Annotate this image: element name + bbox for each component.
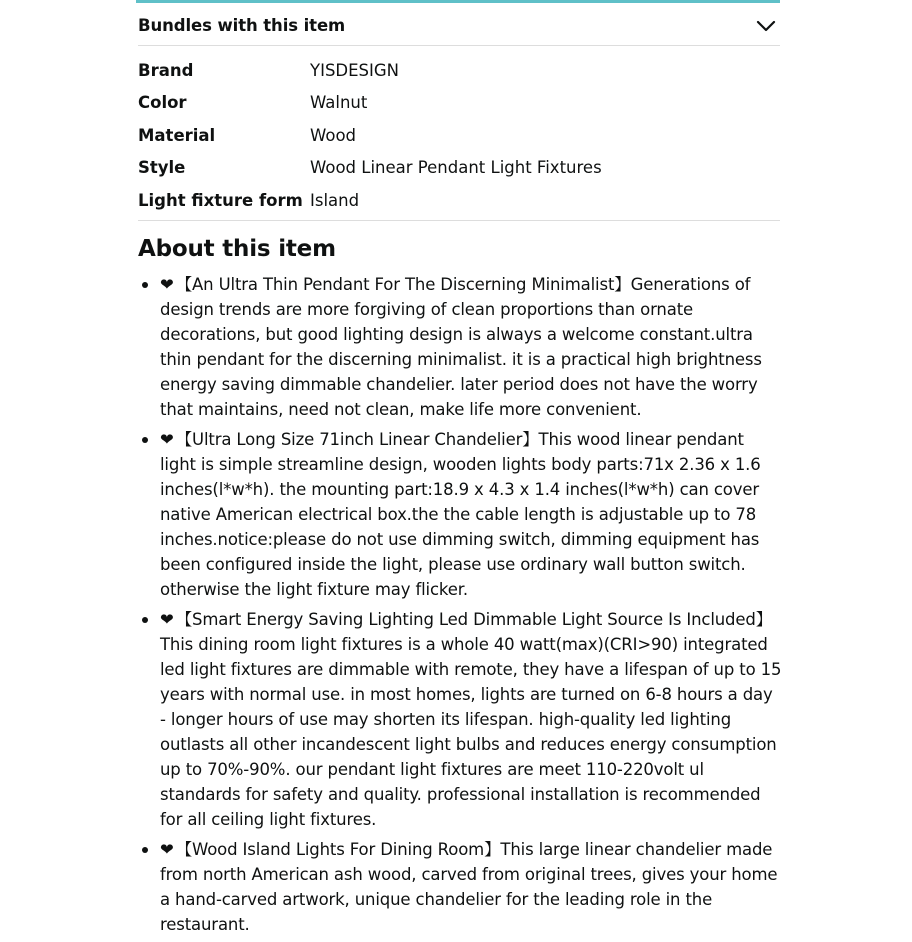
bullet-text: 【Smart Energy Saving Lighting Led Dimmable Light Source Is Included】This dining room light fixtures is a whole 40 watt(max)(CRI>90) integrated led light fixtures are dimmable with remote, they have a lifespan of up to 15 years with normal use. in most homes, lights are turned on 6-8 hours a day - longer hours of use may shorten its lifespan. high-quality led lighting outlasts all other incandescent light bulbs and reduces energy consumption up to 70%-90%. our pendant light fixtures are meet 110-220volt ul standards for safety and quality. professional installation is recommended for all ceiling light fixtures. (160, 610, 782, 829)
spec-row-light-fixture-form (138, 184, 780, 217)
spec-value: Wood Linear Pendant Light Fixtures (310, 158, 602, 178)
bundles-expander[interactable] (138, 6, 780, 46)
spec-row-style (138, 152, 780, 185)
spec-key: Light fixture form (138, 190, 303, 210)
heart-icon: ❤ (160, 430, 174, 449)
product-specs-table (138, 54, 780, 217)
spec-key: Material (138, 125, 216, 145)
list-item (138, 607, 783, 832)
spec-row-color (138, 87, 780, 120)
bullet-text: 【Wood Island Lights For Dining Room】This large linear chandelier made from north American ash wood, carved from original trees, gives your home a hand-carved artwork, unique chandelier for the leading role in the restaurant. (160, 840, 778, 934)
spec-row-brand (138, 54, 780, 87)
spec-value: Island (310, 190, 360, 210)
heart-icon: ❤ (160, 610, 174, 629)
about-title: About this item (138, 236, 336, 262)
chevron-down-icon[interactable] (754, 14, 778, 38)
about-bullets (138, 272, 783, 942)
bullet-dot (142, 617, 148, 623)
heart-icon: ❤ (160, 275, 174, 294)
list-item (138, 427, 783, 602)
bullet-text: 【Ultra Long Size 71inch Linear Chandelier】This wood linear pendant light is simple streamline design, wooden lights body parts:71x 2.36 x 1.6 inches(l*w*h). the mounting part:18.9 x 4.3 x 1.4 inches(l*w*h) can cover native American electrical box.the the cable length is adjustable up to 78 inches.notice:please do not use dimming switch, dimming equipment has been configured inside the light, please use ordinary wall button switch. otherwise the light fixture may flicker. (160, 430, 761, 599)
bullet-dot (142, 847, 148, 853)
spec-key: Brand (138, 60, 194, 80)
list-item (138, 272, 783, 422)
heart-icon: ❤ (160, 840, 174, 859)
spec-row-material (138, 119, 780, 152)
section-top-border (136, 0, 780, 3)
spec-value: YISDESIGN (310, 60, 400, 80)
bullet-dot (142, 282, 148, 288)
spec-value: Wood (310, 125, 357, 145)
bundles-title: Bundles with this item (138, 16, 346, 35)
bullet-text: 【An Ultra Thin Pendant For The Discerning Minimalist】Generations of design trends are more forgiving of clean proportions than ornate decorations, but good lighting design is always a welcome constant.ultra thin pendant for the discerning minimalist. it is a practical high brightness energy saving dimmable chandelier. later period does not have the worry that maintains, need not clean, make life more convenient. (160, 275, 762, 419)
list-item (138, 837, 783, 937)
spec-value: Walnut (310, 93, 368, 113)
spec-key: Color (138, 93, 187, 113)
spec-key: Style (138, 158, 186, 178)
bullet-dot (142, 437, 148, 443)
section-divider (138, 220, 780, 221)
